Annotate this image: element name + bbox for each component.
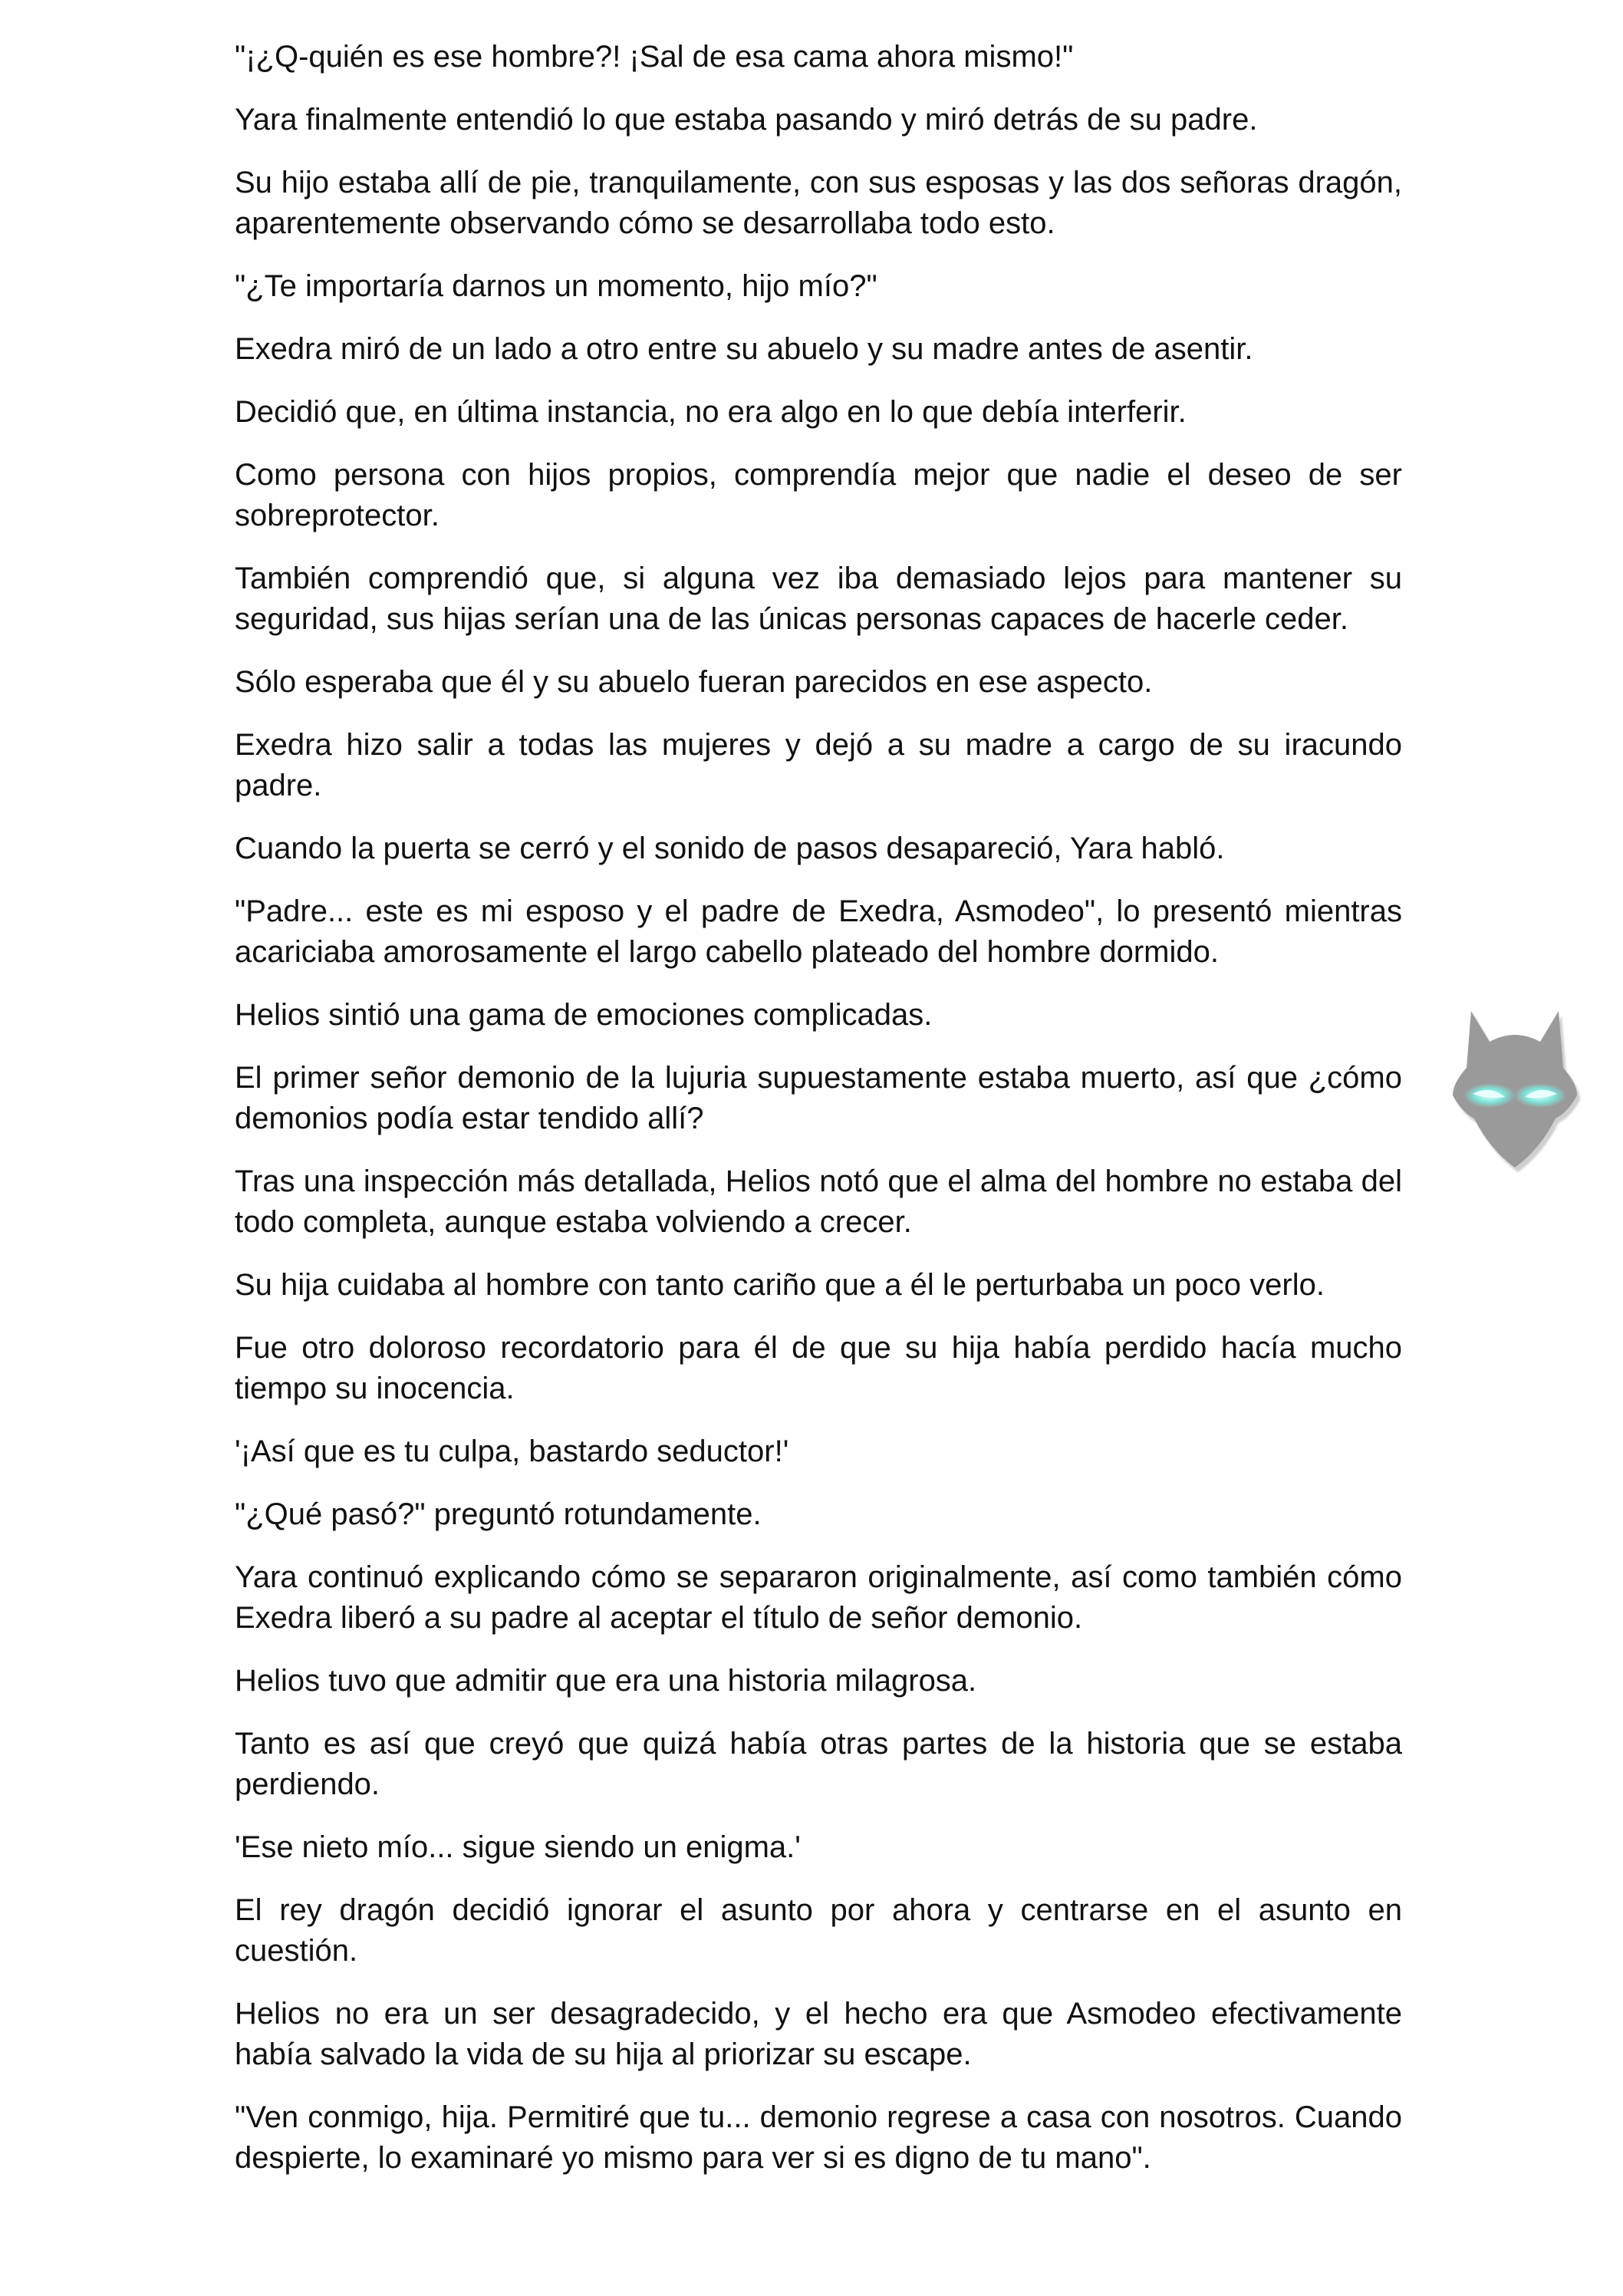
paragraph: El primer señor demonio de la lujuria supuestamente estaba muerto, así que ¿cómo demonios podía estar tendido allí? [235,1061,1402,1135]
paragraph: "¿Te importaría darnos un momento, hijo mío?" [235,269,877,303]
paragraph: Cuando la puerta se cerró y el sonido de pasos desapareció, Yara habló. [235,832,1225,865]
paragraph: Decidió que, en última instancia, no era algo en lo que debía interferir. [235,395,1187,429]
demon-mask-icon [1442,997,1588,1174]
paragraph: Fue otro doloroso recordatorio para él de que su hija había perdido hacía mucho tiempo su inocencia. [235,1331,1402,1405]
paragraph: "¿Qué pasó?" preguntó rotundamente. [235,1497,762,1531]
paragraph: El rey dragón decidió ignorar el asunto por ahora y centrarse en el asunto en cuestión. [235,1893,1402,1968]
paragraph: Helios no era un ser desagradecido, y el hecho era que Asmodeo efectivamente había salvado la vida de su hija al priorizar su escape. [235,1997,1402,2071]
paragraph: Tanto es así que creyó que quizá había otras partes de la historia que se estaba perdiendo. [235,1727,1402,1801]
paragraph: Como persona con hijos propios, comprendía mejor que nadie el deseo de ser sobreprotector. [235,458,1402,532]
paragraph: Yara continuó explicando cómo se separaron originalmente, así como también cómo Exedra liberó a su padre al aceptar el título de señor demonio. [235,1560,1402,1635]
paragraph: Yara finalmente entendió lo que estaba pasando y miró detrás de su padre. [235,103,1258,137]
paragraph: "¡¿Q-quién es ese hombre?! ¡Sal de esa cama ahora mismo!" [235,40,1074,74]
paragraph: "Padre... este es mi esposo y el padre de Exedra, Asmodeo", lo presentó mientras acariciaba amorosamente el largo cabello plateado del hombre dormido. [235,894,1402,969]
paragraph: Helios sintió una gama de emociones complicadas. [235,998,933,1032]
paragraph: "Ven conmigo, hija. Permitiré que tu... demonio regrese a casa con nosotros. Cuando despierte, lo examinaré yo mismo para ver si es digno de tu mano". [235,2100,1402,2175]
paragraph: Helios tuvo que admitir que era una historia milagrosa. [235,1664,977,1698]
paragraph: Sólo esperaba que él y su abuelo fueran parecidos en ese aspecto. [235,665,1153,699]
paragraph: 'Ese nieto mío... sigue siendo un enigma.' [235,1830,801,1864]
paragraph: También comprendió que, si alguna vez iba demasiado lejos para mantener su seguridad, sus hijas serían una de las únicas personas capaces de hacerle ceder. [235,562,1402,636]
paragraph: Su hija cuidaba al hombre con tanto cariño que a él le perturbaba un poco verlo. [235,1268,1325,1302]
paragraph: '¡Así que es tu culpa, bastardo seductor!' [235,1435,789,1468]
paragraph: Exedra hizo salir a todas las mujeres y dejó a su madre a cargo de su iracundo padre. [235,728,1402,802]
document-body [235,37,1402,2201]
paragraph: Su hijo estaba allí de pie, tranquilamente, con sus esposas y las dos señoras dragón, aparentemente observando cómo se desarrollaba todo esto. [235,166,1402,240]
paragraph: Exedra miró de un lado a otro entre su abuelo y su madre antes de asentir. [235,332,1253,366]
paragraph: Tras una inspección más detallada, Helios notó que el alma del hombre no estaba del todo completa, aunque estaba volviendo a crecer. [235,1164,1402,1239]
